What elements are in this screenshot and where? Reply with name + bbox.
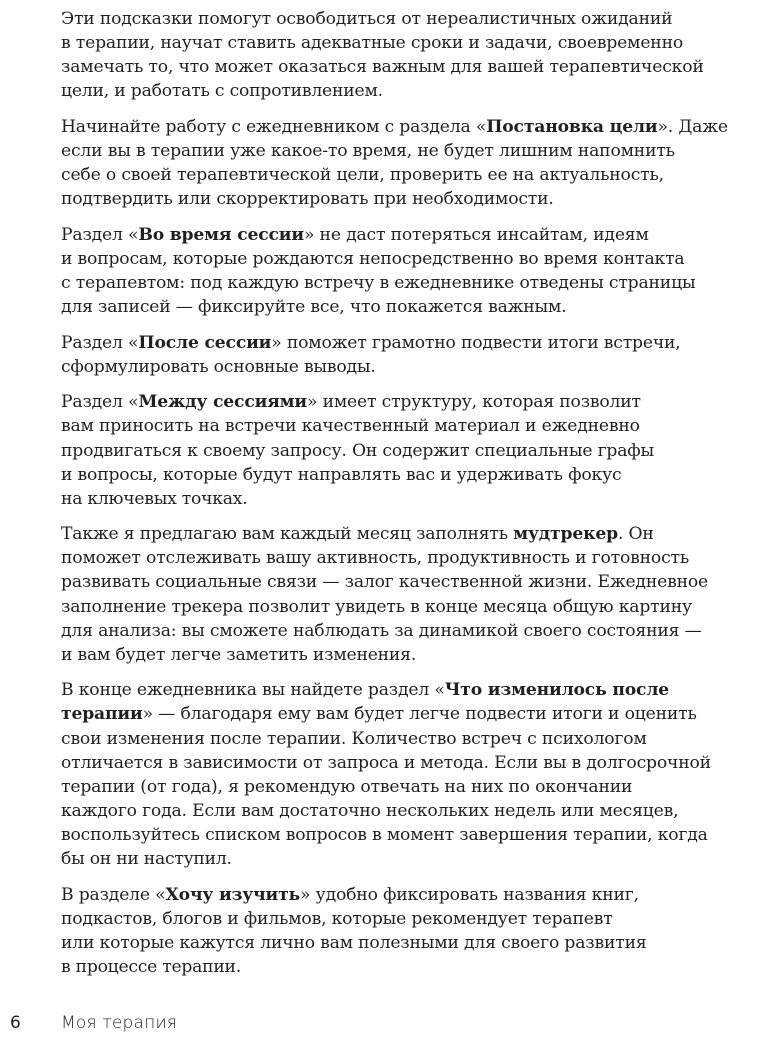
text-run: поможет отслеживать вашу активность, продуктивность и готовность [61,548,690,569]
section-name: Хочу изучить [165,884,301,905]
text-run: для записей — фиксируйте все, что покажется важным. [61,297,567,318]
section-name: После сессии [138,332,272,353]
text-line [61,355,761,379]
text-line [61,847,761,871]
text-run: Раздел « [61,332,139,353]
paragraph [61,390,761,510]
text-line [61,115,761,139]
section-name: Что изменилось после [444,680,670,701]
text-run: . Он [617,524,654,545]
paragraph [61,7,761,103]
page-number: 6 [10,1013,21,1033]
text-line [61,799,761,823]
text-run: и вам будет легче заметить изменения. [61,644,417,665]
text-line [61,595,761,619]
text-run: ». Даже [657,116,728,137]
text-run: В конце ежедневника вы найдете раздел « [61,680,445,701]
section-name: Между сессиями [138,392,307,413]
text-run: или которые кажутся лично вам полезными для своего развития [61,932,647,953]
text-run: сформулировать основные выводы. [61,356,376,377]
text-line [61,751,761,775]
text-run: заполнение трекера позволит увидеть в конце месяца общую картину [61,596,692,617]
section-name: мудтрекер [513,524,618,545]
text-run: Также я предлагаю вам каждый месяц заполнять [61,524,514,545]
text-run: и вопросы, которые будут направлять вас и удерживать фокус [61,464,622,485]
text-run: подтвердить или скорректировать при необходимости. [61,189,554,210]
text-line [61,487,761,511]
text-line [61,643,761,667]
text-run: вам приносить на встречи качественный материал и ежедневно [61,416,640,437]
running-title: Моя терапия [61,1013,178,1033]
paragraph [61,883,761,979]
text-run: В разделе « [61,884,166,905]
text-run: цели, и работать с сопротивлением. [61,81,383,102]
text-line [61,546,761,570]
text-run: в терапии, научат ставить адекватные сроки и задачи, своевременно [61,33,684,54]
text-line [61,223,761,247]
text-run: » поможет грамотно подвести итоги встречи, [271,332,681,353]
text-run: » удобно фиксировать названия книг, [300,884,639,905]
text-run: в процессе терапии. [61,956,241,977]
text-run: и вопросам, которые рождаются непосредственно во время контакта [61,248,685,269]
section-name: терапии [61,704,143,725]
text-run: замечать то, что может оказаться важным для вашей терапевтической [61,57,704,78]
text-line [61,678,761,702]
text-run: для анализа: вы сможете наблюдать за динамикой своего состояния — [61,620,702,641]
text-line [61,702,761,726]
text-line [61,463,761,487]
text-line [61,907,761,931]
text-line [61,727,761,751]
text-run: » не даст потеряться инсайтам, идеям [303,224,649,245]
paragraph [61,223,761,319]
text-run: отличается в зависимости от запроса и метода. Если вы в долгосрочной [61,752,711,773]
text-line [61,775,761,799]
text-run: » — благодаря ему вам будет легче подвести итоги и оценить [142,704,697,725]
text-run: » имеет структуру, которая позволит [306,392,641,413]
text-line [61,390,761,414]
paragraph [61,522,761,667]
text-run: подкастов, блогов и фильмов, которые рекомендует терапевт [61,908,613,929]
text-run: на ключевых точках. [61,488,248,509]
text-run: терапии (от года), я рекомендую отвечать на них по окончании [61,776,633,797]
text-run: каждого года. Если вам достаточно нескольких недель или месяцев, [61,800,679,821]
text-line [61,295,761,319]
text-line [61,187,761,211]
text-run: воспользуйтесь списком вопросов в момент завершения терапии, когда [61,824,708,845]
text-run: бы он ни наступил. [61,849,232,869]
text-run: развивать социальные связи — залог качественной жизни. Ежедневное [61,572,709,593]
text-line [61,271,761,295]
text-run: с терапевтом: под каждую встречу в ежедневнике отведены страницы [61,272,696,293]
text-line [61,55,761,79]
text-run: Раздел « [61,224,139,245]
text-line [61,883,761,907]
text-line [61,414,761,438]
text-line [61,331,761,355]
paragraph [61,115,761,211]
text-line [61,823,761,847]
text-run: Начинайте работу с ежедневником с раздела « [61,116,487,137]
text-line [61,79,761,103]
paragraph [61,678,761,871]
text-line [61,955,761,979]
text-line [61,931,761,955]
text-run: продвигаться к своему запросу. Он содержит специальные графы [61,440,655,461]
text-line [61,522,761,546]
text-line [61,7,761,31]
text-run: свои изменения после терапии. Количество встреч с психологом [61,728,647,749]
paragraph [61,331,761,379]
text-line [61,163,761,187]
text-line [61,570,761,594]
text-line [61,247,761,271]
text-line [61,31,761,55]
text-line [61,619,761,643]
page-footer [0,1012,761,1042]
section-name: Во время сессии [138,224,304,245]
text-line [61,139,761,163]
text-run: Раздел « [61,392,139,413]
section-name: Постановка цели [486,116,658,137]
text-run: если вы в терапии уже какое-то время, не будет лишним напомнить [61,140,675,161]
text-run: себе о своей терапевтической цели, проверить ее на актуальность, [61,165,664,186]
page-body [61,7,761,990]
text-run: Эти подсказки помогут освободиться от нереалистичных ожиданий [61,9,673,29]
text-line [61,439,761,463]
